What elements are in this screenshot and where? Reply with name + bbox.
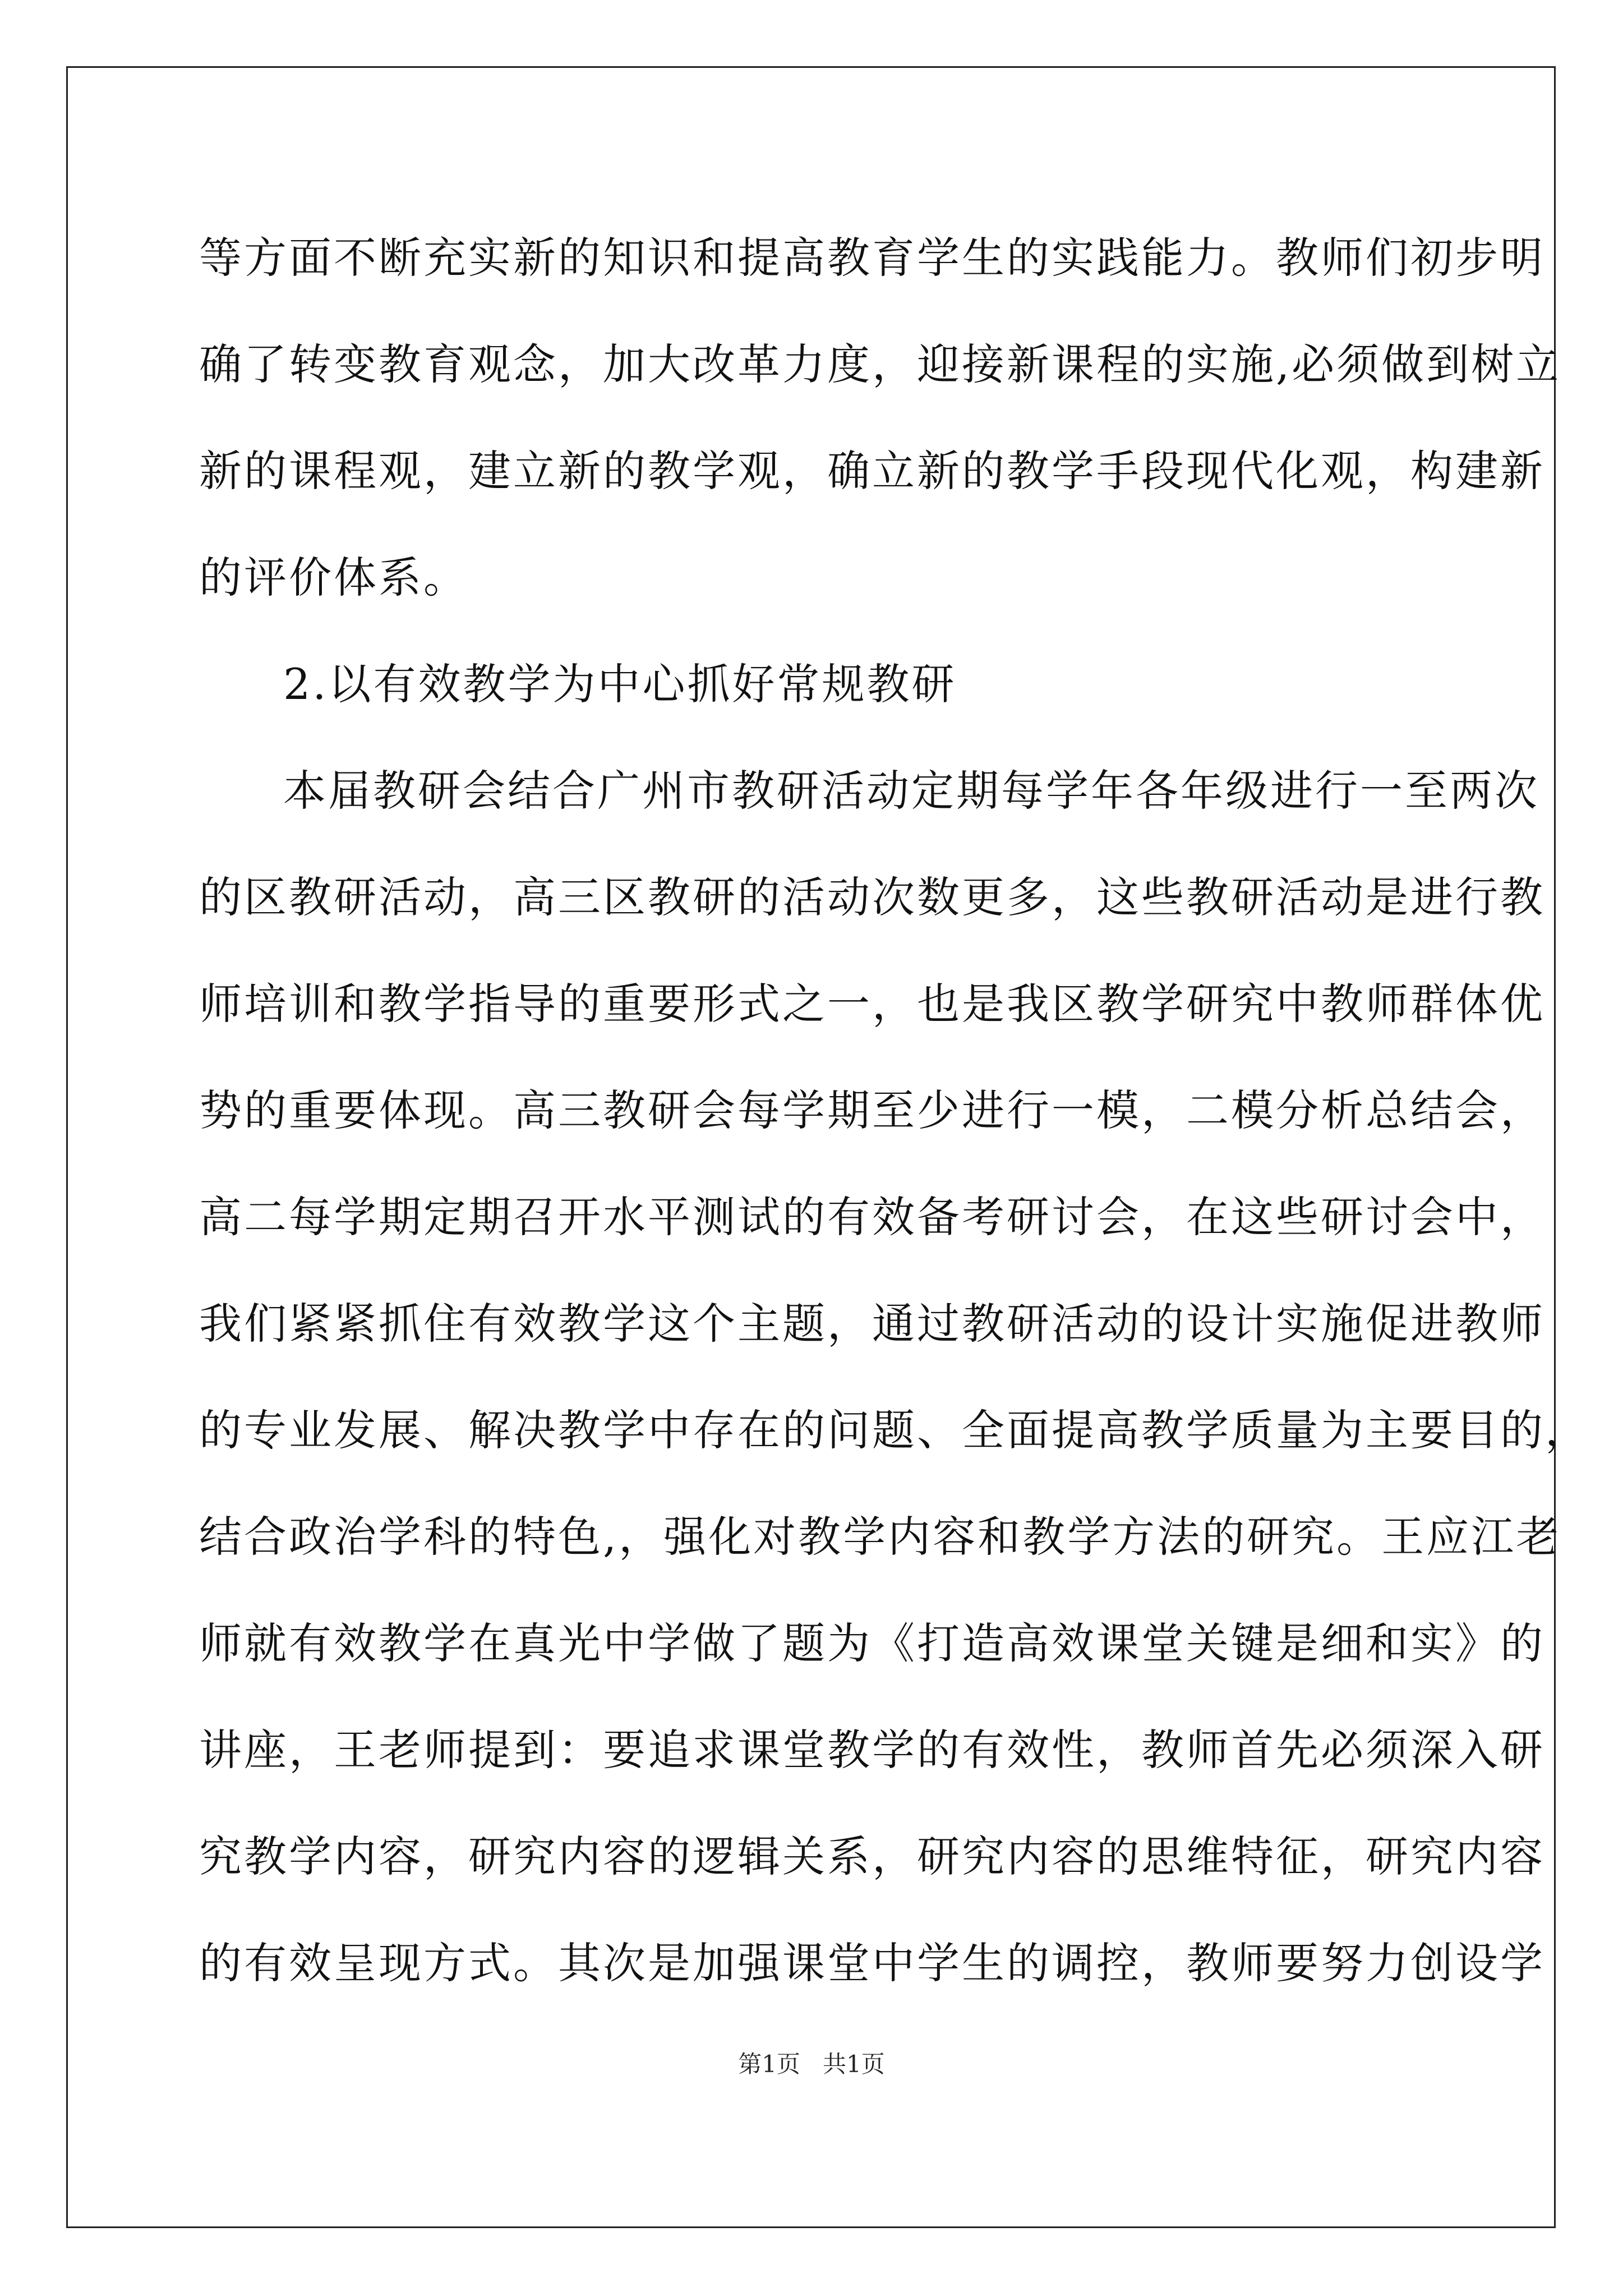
text-line: 的有效呈现方式。其次是加强课堂中学生的调控，教师要努力创设学	[199, 1938, 1545, 1988]
section-heading: 2.以有效教学为中心抓好常规教研	[283, 659, 957, 709]
text-line: 究教学内容，研究内容的逻辑关系，研究内容的思维特征，研究内容	[199, 1832, 1545, 1881]
text-line: 确了转变教育观念，加大改革力度，迎接新课程的实施,必须做到树立	[199, 339, 1561, 389]
page-footer: 第1页 共1页	[738, 2050, 885, 2078]
text-line: 的区教研活动，高三区教研的活动次数更多，这些教研活动是进行教	[199, 872, 1545, 922]
text-line: 等方面不断充实新的知识和提高教育学生的实践能力。教师们初步明	[199, 233, 1545, 283]
text-line: 的专业发展、解决教学中存在的问题、全面提高教学质量为主要目的，	[199, 1405, 1590, 1455]
text-line: 结合政治学科的特色,，强化对教学内容和教学方法的研究。王应江老	[199, 1512, 1561, 1562]
text-line: 本届教研会结合广州市教研活动定期每学年各年级进行一至两次	[283, 766, 1539, 816]
text-line: 新的课程观，建立新的教学观，确立新的教学手段现代化观，构建新	[199, 446, 1545, 496]
text-line: 势的重要体现。高三教研会每学期至少进行一模，二模分析总结会，	[199, 1085, 1545, 1135]
text-line: 的评价体系。	[199, 553, 468, 602]
text-line: 师培训和教学指导的重要形式之一，也是我区教学研究中教师群体优	[199, 979, 1545, 1029]
text-line: 高二每学期定期召开水平测试的有效备考研讨会，在这些研讨会中，	[199, 1192, 1545, 1242]
text-line: 师就有效教学在真光中学做了题为《打造高效课堂关键是细和实》的	[199, 1618, 1545, 1668]
text-line: 我们紧紧抓住有效教学这个主题，通过教研活动的设计实施促进教师	[199, 1299, 1545, 1349]
text-line: 讲座，王老师提到：要追求课堂教学的有效性，教师首先必须深入研	[199, 1725, 1545, 1775]
